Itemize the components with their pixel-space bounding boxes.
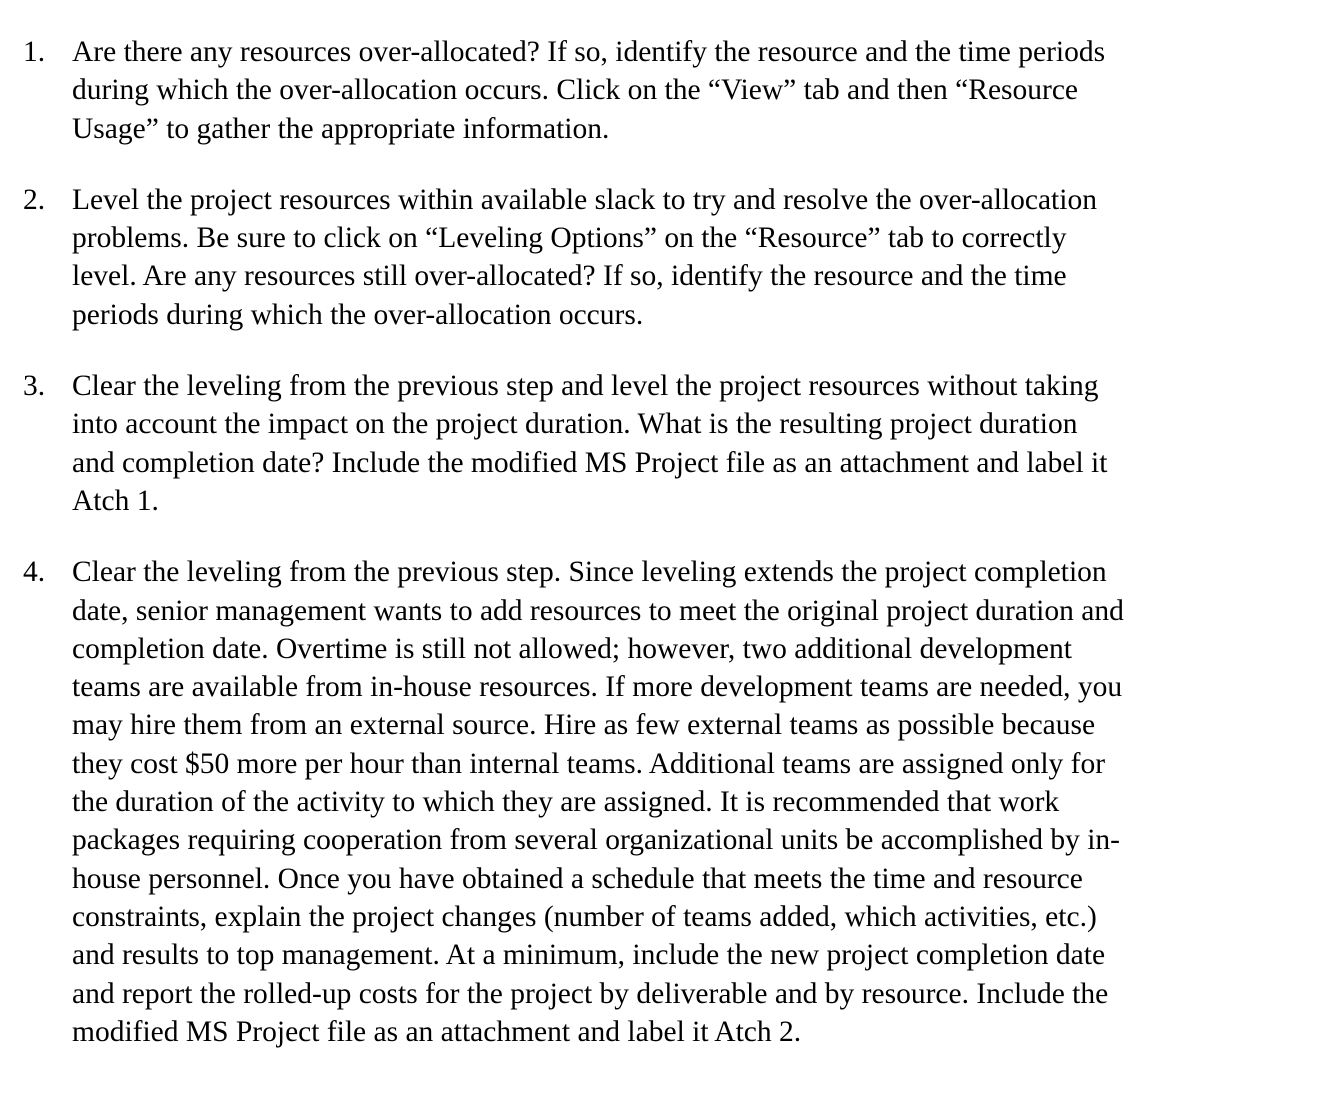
question-line: during which the over-allocation occurs. Click on the “View” tab and then “Resource xyxy=(72,74,1079,107)
question-line: Clear the leveling from the previous step and level the project resources without taking xyxy=(72,370,1099,403)
question-line: and completion date? Include the modified MS Project file as an attachment and label it xyxy=(72,446,1108,479)
question-line: and results to top management. At a minimum, include the new project completion date xyxy=(72,939,1106,972)
question-line: may hire them from an external source. Hire as few external teams as possible because xyxy=(72,709,1096,742)
question-line: house personnel. Once you have obtained a schedule that meets the time and resource xyxy=(72,862,1083,895)
question-line: teams are available from in-house resources. If more development teams are needed, you xyxy=(72,671,1123,704)
question-line: date, senior management wants to add resources to meet the original project duration and xyxy=(72,594,1124,627)
question-line: modified MS Project file as an attachment and label it Atch 2. xyxy=(72,1015,802,1048)
question-text xyxy=(72,367,1280,520)
question-number: 2. xyxy=(23,183,46,216)
question-number: 3. xyxy=(23,370,46,403)
question-text xyxy=(72,181,1280,334)
question-line: Usage” to gather the appropriate information. xyxy=(72,112,610,145)
question-item xyxy=(20,33,1280,148)
question-line: Atch 1. xyxy=(72,484,159,517)
question-line: level. Are any resources still over-allocated? If so, identify the resource and the time xyxy=(72,260,1067,293)
question-line: completion date. Overtime is still not allowed; however, two additional development xyxy=(72,632,1072,665)
question-line: constraints, explain the project changes (number of teams added, which activities, etc.) xyxy=(72,900,1097,933)
question-line: periods during which the over-allocation occurs. xyxy=(72,298,644,331)
question-list xyxy=(20,33,1280,1084)
question-line: Are there any resources over-allocated? If so, identify the resource and the time periods xyxy=(72,36,1106,68)
question-number: 1. xyxy=(23,36,46,68)
question-item xyxy=(20,181,1280,334)
question-text xyxy=(72,553,1280,1051)
question-line: problems. Be sure to click on “Leveling Options” on the “Resource” tab to correctly xyxy=(72,222,1067,255)
question-line: they cost $50 more per hour than internal teams. Additional teams are assigned only for xyxy=(72,747,1106,780)
question-line: and report the rolled-up costs for the project by deliverable and by resource. Include the xyxy=(72,977,1109,1010)
question-number: 4. xyxy=(23,556,46,589)
question-item xyxy=(20,367,1280,520)
question-line: Clear the leveling from the previous step. Since leveling extends the project completion xyxy=(72,556,1107,589)
question-item xyxy=(20,553,1280,1051)
question-line: packages requiring cooperation from several organizational units be accomplished by in- xyxy=(72,824,1120,857)
question-line: Level the project resources within available slack to try and resolve the over-allocation xyxy=(72,183,1097,216)
question-line: the duration of the activity to which they are assigned. It is recommended that work xyxy=(72,786,1060,819)
question-line: into account the impact on the project duration. What is the resulting project duration xyxy=(72,408,1078,441)
question-text xyxy=(72,33,1280,148)
